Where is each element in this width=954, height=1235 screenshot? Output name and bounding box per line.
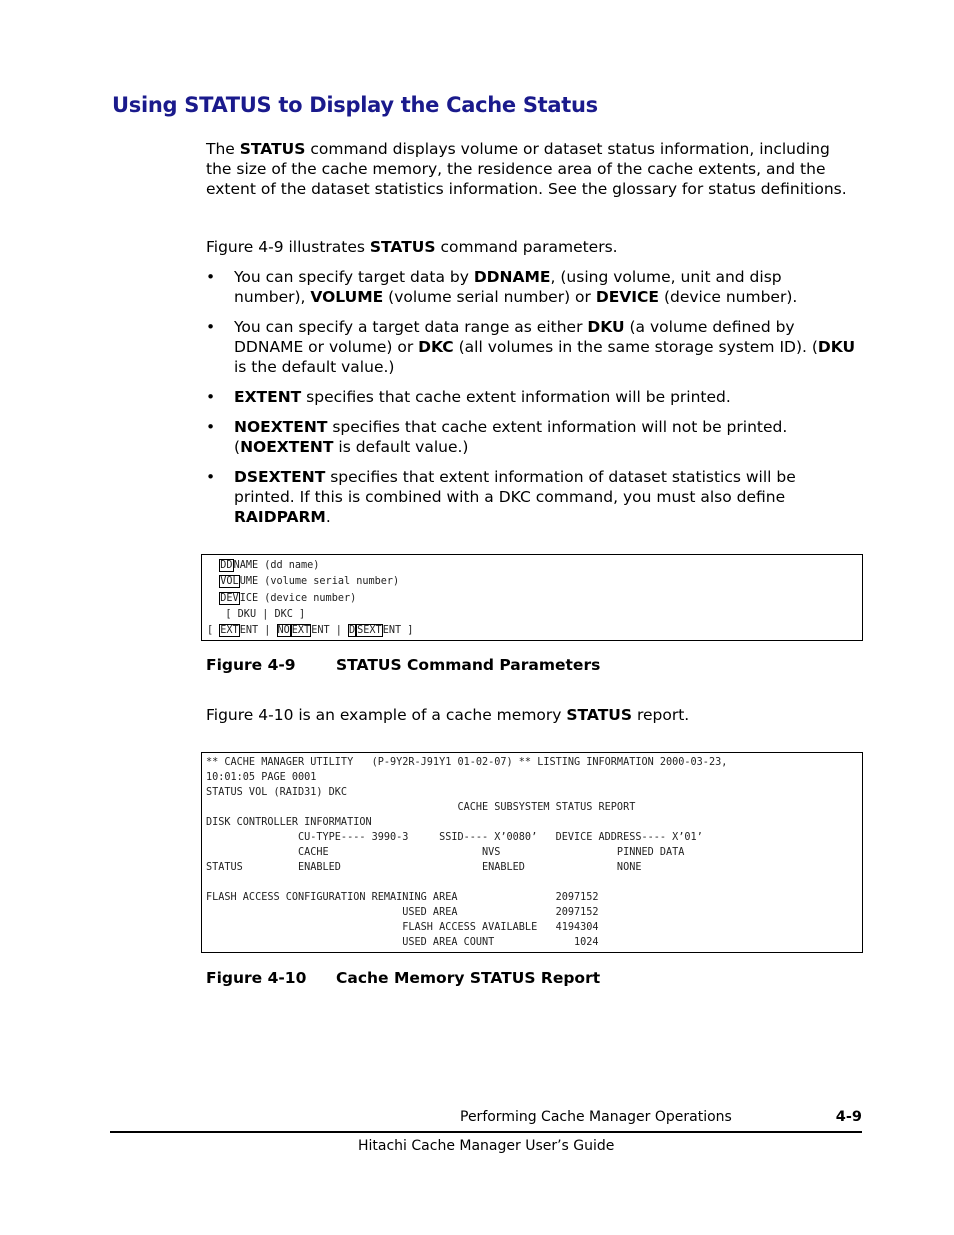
syntax-line-device: DEVICE (device number) bbox=[220, 592, 357, 604]
report-line: FLASH ACCESS CONFIGURATION REMAINING AREA 2097152 bbox=[206, 892, 599, 903]
report-line bbox=[206, 875, 862, 890]
list-item: • EXTENT specifies that cache extent information will be printed. bbox=[206, 388, 731, 406]
report-line: CU-TYPE---- 3990-3 SSID---- X’0080’ DEVICE ADDRESS---- X’01’ bbox=[206, 832, 703, 843]
report-line: FLASH ACCESS AVAILABLE 4194304 bbox=[206, 922, 599, 933]
intro-paragraph: The STATUS command displays volume or dataset status information, including the size of the cache memory, the residence area of the cache extents, and the extent of the dataset statistics information. See the glossary for status definitions. bbox=[206, 140, 847, 198]
report-intro-paragraph: Figure 4-10 is an example of a cache memory STATUS report. bbox=[206, 706, 690, 724]
list-item: • You can specify target data by DDNAME, (using volume, unit and disp number), VOLUME (volume serial number) or DEVICE (device number). bbox=[206, 268, 798, 306]
page-title: Using STATUS to Display the Cache Status bbox=[112, 93, 598, 117]
list-item: • You can specify a target data range as either DKU (a volume defined by DDNAME or volume) or DKC (all volumes in the same storage system ID). (DKU is the default value.) bbox=[206, 318, 856, 376]
report-line: STATUS VOL (RAID31) DKC bbox=[206, 787, 348, 798]
status-report-box bbox=[201, 752, 863, 953]
page-number: 4-9 bbox=[835, 1109, 862, 1125]
report-line: ** CACHE MANAGER UTILITY (P-9Y2R-J91Y1 01-02-07) ** LISTING INFORMATION 2000-03-23, bbox=[206, 757, 728, 768]
footer-divider bbox=[110, 1131, 862, 1133]
syntax-line-ddname: DDNAME (dd name) bbox=[220, 560, 320, 571]
report-line: STATUS ENABLED ENABLED NONE bbox=[206, 862, 642, 873]
syntax-line-volume: VOLUME (volume serial number) bbox=[220, 576, 400, 588]
syntax-line-extent: [ EXTENT | NO EXTENT | D SEXTENT ] bbox=[207, 625, 414, 637]
figure-caption: Figure 4-9 STATUS Command Parameters bbox=[206, 656, 601, 674]
report-line: 10:01:05 PAGE 0001 bbox=[206, 772, 317, 783]
figure-caption: Figure 4-10 Cache Memory STATUS Report bbox=[206, 969, 601, 987]
footer-guide-title: Hitachi Cache Manager User’s Guide bbox=[358, 1138, 615, 1154]
report-line: DISK CONTROLLER INFORMATION bbox=[206, 817, 372, 828]
report-line: USED AREA 2097152 bbox=[206, 907, 599, 918]
command-syntax-box bbox=[201, 554, 863, 641]
list-item: • DSEXTENT specifies that extent information of dataset statistics will be printed. If this is combined with a DKC command, you must also define RAIDPARM. bbox=[206, 468, 796, 526]
syntax-line-range: [ DKU | DKC ] bbox=[225, 608, 306, 620]
list-item: • NOEXTENT specifies that cache extent information will not be printed. (NOEXTENT is default value.) bbox=[206, 418, 788, 456]
footer-section-title: Performing Cache Manager Operations bbox=[460, 1109, 732, 1125]
figure-reference-paragraph: Figure 4-9 illustrates STATUS command parameters. bbox=[206, 238, 618, 256]
report-line: CACHE NVS PINNED DATA bbox=[206, 847, 685, 858]
parameter-list bbox=[206, 267, 856, 537]
report-line: USED AREA COUNT 1024 bbox=[206, 937, 599, 948]
report-line: CACHE SUBSYSTEM STATUS REPORT bbox=[206, 802, 636, 813]
